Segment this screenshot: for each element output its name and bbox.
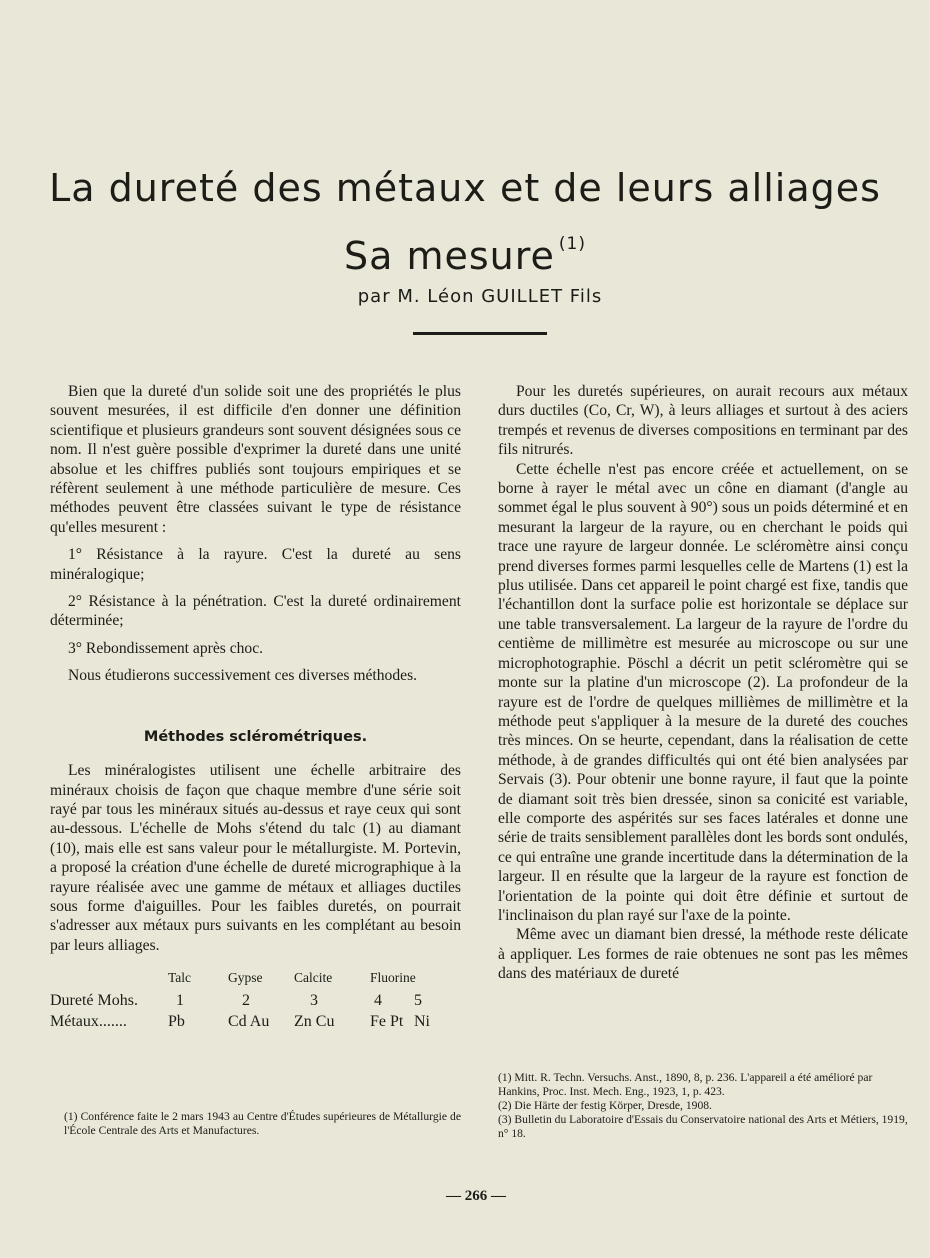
title-line-1: La dureté des métaux et de leurs alliages bbox=[49, 166, 881, 210]
section-paragraph: Les minéralogistes utilisent une échelle arbitraire des minéraux choisis de façon que chaque membre d'une série soit rayé par tous les minéraux situés au-dessus et raye ceux qui sont au-dessous. L'échelle de Mohs s'étend du talc (1) au diamant (10), mais elle est sans valeur pour le métallurgiste. M. Portevin, a proposé la création d'une échelle de dureté micrographique à la rayure réalisée avec une gamme de métaux et alliages ductiles sous forme d'aiguilles. Pour les faibles duretés, on pourrait s'adresser aux métaux purs suivants en les complétant au besoin par leurs alliages. bbox=[50, 762, 461, 954]
right-paragraph-1: Pour les duretés supérieures, on aurait recours aux métaux durs ductiles (Co, Cr, W), à leurs alliages et surtout à des aciers trempés et revenus de diverses compositions en terminant par des fils nitrurés. bbox=[498, 383, 908, 459]
title-line-2-text: Sa mesure bbox=[343, 234, 555, 278]
hardness-table bbox=[50, 967, 430, 1032]
table-cell: 2 bbox=[242, 992, 250, 1010]
mineral-calcite: Calcite bbox=[294, 970, 333, 986]
table-row bbox=[50, 990, 430, 1011]
table-cell: Fe Pt bbox=[370, 1013, 404, 1031]
list-item-3: 3° Rebondissement après choc. bbox=[68, 639, 264, 657]
table-header-row bbox=[50, 967, 430, 990]
right-paragraph-3: Même avec un diamant bien dressé, la méthode reste délicate à appliquer. Les formes de raie obtenues ne sont pas les mêmes dans des matériaux de dureté bbox=[498, 926, 908, 983]
table-cell: Ni bbox=[414, 1013, 430, 1031]
title-footnote-marker: (1) bbox=[558, 234, 587, 254]
table-cell: 4 bbox=[374, 992, 382, 1010]
table-row bbox=[50, 1011, 430, 1032]
article-title bbox=[0, 160, 930, 284]
section-heading: Méthodes sclérométriques. bbox=[143, 728, 368, 745]
left-column bbox=[50, 382, 461, 1032]
outro-paragraph: Nous étudierons successivement ces diverses méthodes. bbox=[68, 667, 418, 685]
author-byline: par M. Léon GUILLET Fils bbox=[357, 286, 603, 307]
table-cell: 1 bbox=[176, 992, 184, 1010]
mineral-talc: Talc bbox=[168, 970, 192, 986]
footnote-3-right: (3) Bulletin du Laboratoire d'Essais du Conservatoire national des Arts et Métiers, 1919, n° 18. bbox=[498, 1113, 908, 1140]
footnotes-right bbox=[498, 1071, 908, 1141]
footnote-left bbox=[50, 1110, 461, 1138]
right-column bbox=[498, 382, 908, 984]
title-line-2 bbox=[0, 216, 930, 284]
table-cell: Zn Cu bbox=[294, 1013, 335, 1031]
row-label-metaux: Métaux....... bbox=[50, 1013, 127, 1031]
list-item-2: 2° Résistance à la pénétration. C'est la dureté ordinairement déterminée; bbox=[50, 593, 461, 630]
table-cell: 5 bbox=[414, 992, 422, 1010]
table-cell: Pb bbox=[168, 1013, 185, 1031]
footnote-2-right: (2) Die Härte der festig Körper, Dresde, 1908. bbox=[498, 1099, 712, 1112]
list-item-1: 1° Résistance à la rayure. C'est la dureté au sens minéralogique; bbox=[50, 546, 461, 583]
intro-paragraph: Bien que la dureté d'un solide soit une des propriétés le plus souvent mesurées, il est difficile d'en donner une définition scientifique et plusieurs grandeurs sont souvent désignées sous ce nom. Il n'est guère possible d'exprimer la dureté dans une unité absolue et les chiffres publiés sont toujours empiriques et se réfèrent seulement à une méthode particulière de mesure. Ces méthodes peuvent être classées suivant le type de résistance qu'elles mesurent : bbox=[50, 383, 461, 536]
table-cell: Cd Au bbox=[228, 1013, 270, 1031]
title-divider bbox=[413, 332, 547, 335]
footnote-1-left: (1) Conférence faite le 2 mars 1943 au Centre d'Études supérieures de Métallurgie de l'École Centrale des Arts et Manufactures. bbox=[64, 1110, 461, 1137]
table-cell: 3 bbox=[310, 992, 318, 1010]
page-number: — 266 — bbox=[446, 1188, 506, 1204]
footnote-1-right: (1) Mitt. R. Techn. Versuchs. Anst., 1890, 8, p. 236. L'appareil a été amélioré par Hankins, Proc. Inst. Mech. Eng., 1923, 1, p. 423. bbox=[498, 1071, 873, 1098]
right-paragraph-2: Cette échelle n'est pas encore créée et actuellement, on se borne à rayer le métal avec un cône en diamant (d'angle au sommet égal le plus souvent à 90°) sous un poids déterminé et en mesurant la largeur de la rayure, ou en cherchant le poids qui trace une rayure de largeur donnée. Le scléromètre ainsi conçu prend diverses formes parmi lesquelles celle de Martens (1) est la plus utilisée. Dans cet appareil le point chargé est fixe, tandis que l'échantillon dont la surface polie est horizontale se déplace sur une table transversalement. La largeur de la rayure de l'ordre du centième de millimètre est mesurée au microscope ou sur une microphotographie. Pöschl a décrit un petit scléromètre qui se monte sur la platine d'un microscope (2). La profondeur de la rayure est de l'ordre de quelques millièmes de millimètre et la méthode peut s'appliquer à la mesure de la dureté des couches très minces. On se heurte, cependant, dans la réalisation de cette méthode, à de grandes difficultés qui ont été bien analysées par Servais (3). Pour obtenir une bonne rayure, il faut que la pointe de diamant soit très bien dressée, sinon sa conicité est variable, elle comporte des aspérités sur ses faces latérales et donne une série de traits sensiblement parallèles dont les bords sont ondulés, ce qui entraîne une grande incertitude dans la détermination de la largeur. Il en résulte que la largeur de la rayure est fonction de l'orientation de la pointe qui doit être définie et surtout de l'inclinaison du plan rayé sur l'axe de la pointe. bbox=[498, 460, 908, 924]
mineral-fluorine: Fluorine bbox=[370, 970, 416, 986]
row-label-mohs: Dureté Mohs. bbox=[50, 992, 138, 1010]
mineral-gypse: Gypse bbox=[228, 970, 263, 986]
